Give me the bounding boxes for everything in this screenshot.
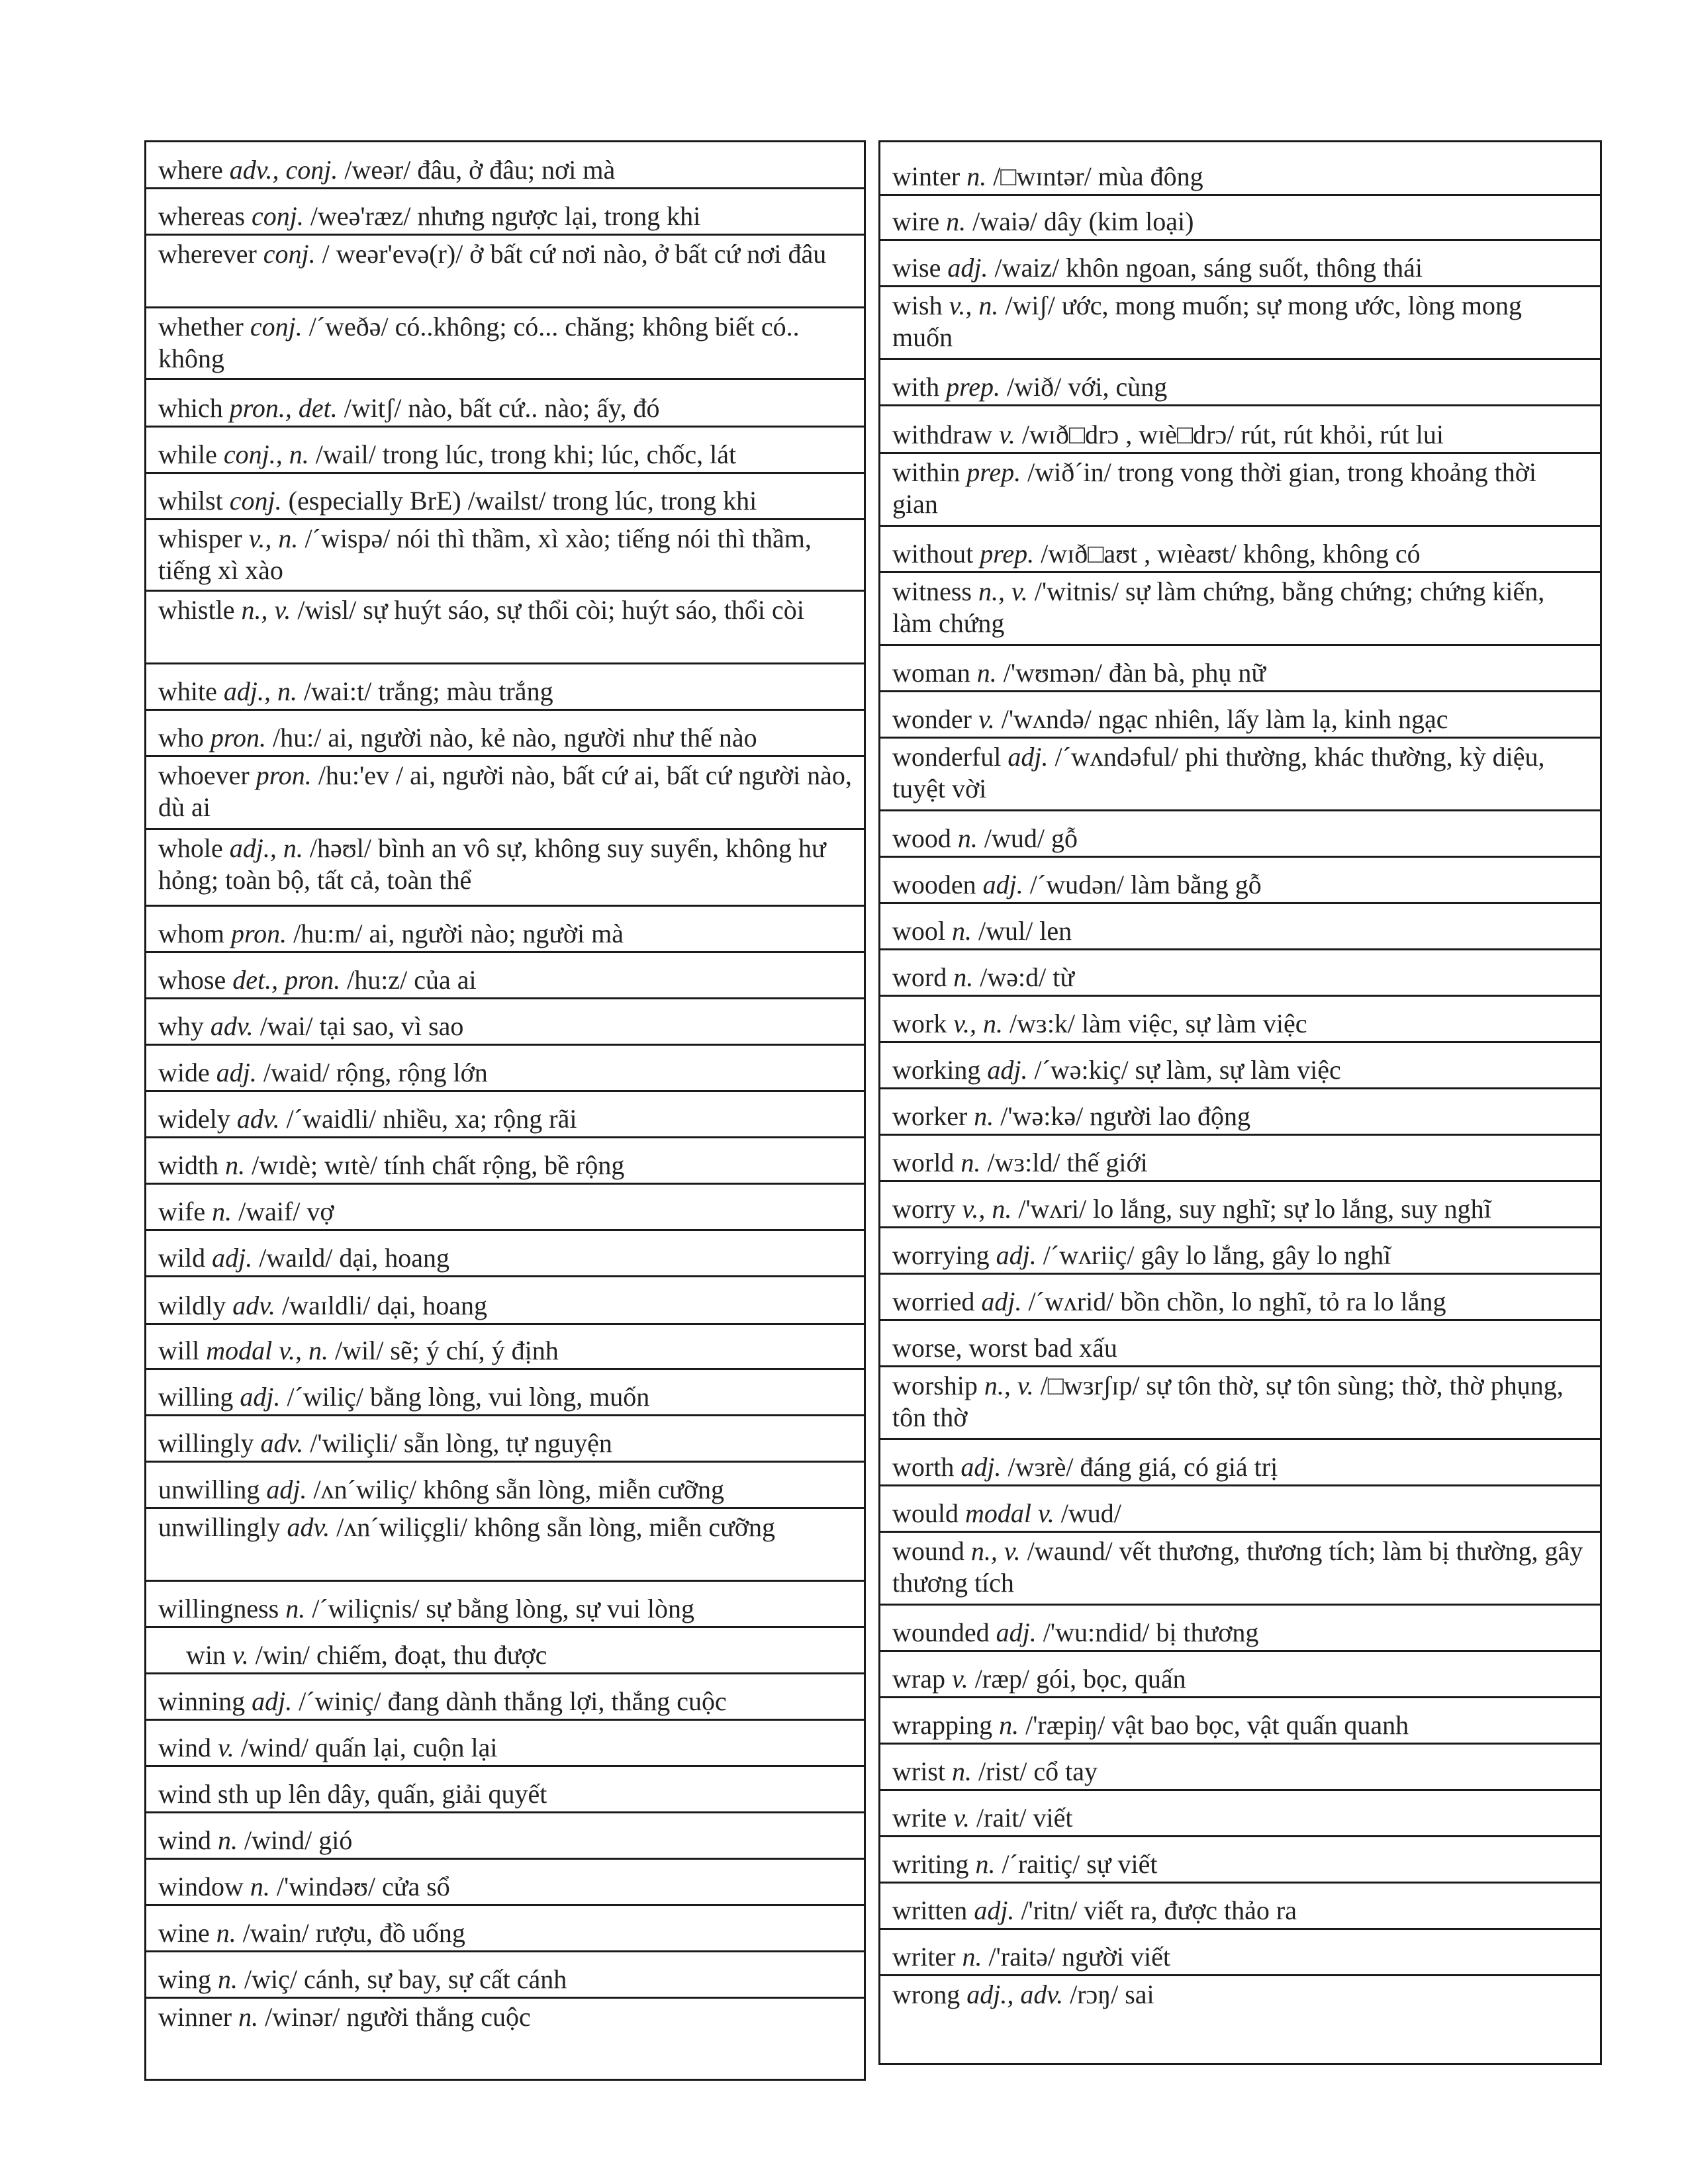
entry-part-of-speech: v. (978, 704, 995, 734)
entry-word: while (158, 439, 217, 469)
entry-definition: /waif/ vợ (238, 1197, 334, 1226)
vocab-entry (146, 518, 864, 590)
entry-definition: /wɪð□aʊt , wɪèaʊt/ không, không có (1041, 539, 1421, 569)
entry-part-of-speech: conj. (252, 201, 304, 231)
entry-word: widely (158, 1104, 230, 1134)
vocab-entry (880, 995, 1600, 1041)
entry-definition: /´waidli/ nhiều, xa; rộng rãi (286, 1104, 577, 1134)
entry-word: winter (892, 161, 961, 191)
entry-definition: /'wʊmən/ đàn bà, phụ nữ (1003, 658, 1266, 688)
entry-word: whistle (158, 595, 235, 625)
entry-word: withdraw (892, 420, 993, 449)
vocab-entry (880, 239, 1600, 285)
entry-part-of-speech: adj. (987, 1055, 1028, 1085)
vocab-entry (146, 1719, 864, 1765)
vocab-entry (146, 1672, 864, 1719)
entry-word: whose (158, 965, 226, 995)
entry-part-of-speech: adj., n. (223, 676, 297, 706)
entry-definition: /həʊl/ bình an vô sự, không suy suyển, không hư hỏng; toàn bộ, tất cả, toàn thể (158, 833, 826, 895)
entry-word: word (892, 962, 947, 992)
entry-word: willingly (158, 1428, 254, 1458)
vocab-entry (880, 1743, 1600, 1789)
vocab-entry (146, 1183, 864, 1229)
vocab-entry (880, 1484, 1600, 1531)
entry-word: wine (158, 1918, 210, 1948)
vocab-entry (880, 902, 1600, 948)
entry-part-of-speech: v. (232, 1640, 249, 1670)
entry-part-of-speech: adj. (982, 870, 1023, 899)
entry-part-of-speech: adv., conj. (229, 155, 338, 185)
entry-definition: /'windəʊ/ cửa sổ (276, 1872, 450, 1901)
entry-word: with (892, 372, 940, 402)
entry-definition: /´wudən/ làm bằng gỗ (1029, 870, 1262, 899)
vocab-entry (146, 1626, 864, 1672)
vocab-entry (146, 1858, 864, 1904)
entry-definition: /´wʌrid/ bồn chồn, lo nghĩ, tỏ ra lo lắng (1028, 1287, 1446, 1316)
entry-part-of-speech: n. (216, 1918, 236, 1948)
entry-definition: /´wispə/ nói thì thầm, xì xào; tiếng nói thì thầm, tiếng xì xào (158, 523, 812, 585)
entry-part-of-speech: adv. (210, 1011, 254, 1041)
entry-word: wood (892, 823, 951, 853)
vocab-entry (146, 1275, 864, 1323)
entry-word: worrying (892, 1240, 990, 1270)
entry-definition: /rist/ cổ tay (978, 1756, 1098, 1786)
vocab-entry (880, 1087, 1600, 1134)
vocab-entry (146, 1090, 864, 1136)
entry-word: wise (892, 253, 941, 283)
vocab-entry (146, 1044, 864, 1090)
entry-word: worried (892, 1287, 975, 1316)
entry-part-of-speech: conj. (229, 486, 282, 516)
entry-part-of-speech: adj. (996, 1617, 1037, 1647)
entry-word: wonder (892, 704, 972, 734)
entry-part-of-speech: det., pron. (232, 965, 341, 995)
entry-word: wound (892, 1536, 964, 1566)
left-vocabulary-column (144, 140, 866, 2081)
vocab-entry (880, 1180, 1600, 1226)
entry-definition: /´wiliç/ bằng lòng, vui lòng, muốn (287, 1382, 650, 1412)
entry-definition: /wə:d/ từ (980, 962, 1074, 992)
vocab-entry (880, 1226, 1600, 1273)
entry-definition: /´weðə/ có..không; có... chăng; không biết có.. không (158, 312, 800, 373)
entry-word: would (892, 1498, 959, 1528)
entry-definition: /ʌn´wiliç/ không sẵn lòng, miễn cưỡng (313, 1475, 724, 1504)
entry-part-of-speech: adv. (287, 1512, 330, 1542)
entry-word: witness (892, 576, 972, 606)
vocab-entry (880, 285, 1600, 358)
entry-part-of-speech: n., v. (978, 576, 1028, 606)
vocab-entry (880, 1789, 1600, 1835)
vocab-entry (146, 951, 864, 997)
vocab-entry (146, 1414, 864, 1461)
entry-part-of-speech: adj. (252, 1686, 293, 1716)
entry-definition: /´winiç/ đang dành thắng lợi, thắng cuộc (299, 1686, 727, 1716)
vocab-entry (880, 1531, 1600, 1604)
entry-definition: /´wiliçnis/ sự bằng lòng, sự vui lòng (312, 1594, 695, 1623)
entry-part-of-speech: pron. (256, 760, 312, 790)
entry-word: wool (892, 916, 945, 946)
entry-word: whereas (158, 201, 246, 231)
vocab-entry (146, 1507, 864, 1580)
entry-part-of-speech: adj. (996, 1240, 1037, 1270)
entry-definition: /□wɜrʃɪp/ sự tôn thờ, sự tôn sùng; thờ, thờ phụng, tôn thờ (892, 1371, 1564, 1432)
entry-definition: /wɜrè/ đáng giá, có giá trị (1008, 1452, 1278, 1482)
vocab-entry (146, 1765, 864, 1811)
entry-word: worse, worst bad xấu (892, 1333, 1117, 1363)
entry-definition: /'raitə/ người viết (988, 1942, 1170, 1972)
entry-part-of-speech: n. (218, 1825, 238, 1855)
entry-definition: /witʃ/ nào, bất cứ.. nào; ấy, đó (344, 393, 660, 423)
entry-word: wildly (158, 1291, 226, 1320)
entry-word: willing (158, 1382, 234, 1412)
vocab-entry (146, 306, 864, 378)
vocab-entry (146, 828, 864, 905)
entry-definition: /□wɪntər/ mùa đông (993, 161, 1203, 191)
entry-definition: /wɪð□drɔ , wɪè□drɔ/ rút, rút khỏi, rút lui (1021, 420, 1444, 449)
entry-definition: /'wu:ndid/ bị thương (1043, 1617, 1259, 1647)
vocab-entry (146, 1368, 864, 1414)
entry-part-of-speech: n. (962, 1942, 982, 1972)
entry-word: whether (158, 312, 244, 341)
entry-part-of-speech: adv. (236, 1104, 280, 1134)
entry-word: wing (158, 1964, 211, 1994)
entry-word: unwilling (158, 1475, 260, 1504)
entry-definition: /hu:m/ ai, người nào; người mà (293, 919, 624, 948)
entry-part-of-speech: n. (212, 1197, 232, 1226)
vocab-entry (880, 1604, 1600, 1650)
entry-definition: /wai:t/ trắng; màu trắng (304, 676, 553, 706)
entry-part-of-speech: adj. (961, 1452, 1002, 1482)
entry-word: where (158, 155, 223, 185)
entry-definition: /wɜ:k/ làm việc, sự làm việc (1009, 1009, 1307, 1038)
vocab-entry (880, 1650, 1600, 1696)
entry-part-of-speech: n. (225, 1150, 246, 1180)
entry-part-of-speech: prep. (980, 539, 1035, 569)
vocab-entry (880, 737, 1600, 809)
entry-word: wonderful (892, 742, 1002, 772)
entry-definition: /hu:z/ của ai (347, 965, 477, 995)
entry-word: world (892, 1148, 955, 1177)
entry-word: working (892, 1055, 981, 1085)
vocab-entry (880, 1365, 1600, 1438)
vocab-entry (880, 1438, 1600, 1484)
entry-part-of-speech: conj. (263, 239, 316, 269)
vocab-entry (880, 525, 1600, 571)
entry-definition: /waɪldli/ dại, hoang (282, 1291, 487, 1320)
entry-part-of-speech: n., v. (970, 1536, 1021, 1566)
vocab-entry (146, 234, 864, 306)
entry-part-of-speech: adj., adv. (966, 1979, 1064, 2009)
vocab-entry (880, 1319, 1600, 1365)
vocab-entry (146, 590, 864, 662)
entry-part-of-speech: n., v. (984, 1371, 1034, 1400)
vocab-entry (880, 1041, 1600, 1087)
vocab-entry (146, 1323, 864, 1368)
entry-part-of-speech: n. (952, 916, 972, 946)
vocab-entry (880, 1974, 1600, 2063)
entry-word: win (186, 1640, 226, 1670)
entry-part-of-speech: adj. (1008, 742, 1049, 772)
vocab-entry (880, 1696, 1600, 1743)
entry-part-of-speech: v. (218, 1733, 234, 1762)
vocab-entry (880, 1134, 1600, 1180)
entry-definition: /ræp/ gói, bọc, quấn (974, 1664, 1186, 1694)
vocab-entry (146, 1904, 864, 1950)
entry-part-of-speech: n. (285, 1594, 306, 1623)
vocab-entry (880, 644, 1600, 690)
entry-part-of-speech: adj. (981, 1287, 1022, 1316)
entry-part-of-speech: n. (953, 962, 974, 992)
entry-definition: /'ræpiŋ/ vật bao bọc, vật quấn quanh (1025, 1710, 1409, 1740)
vocab-entry (146, 905, 864, 951)
entry-part-of-speech: v., n. (248, 523, 299, 553)
entry-definition: /´raitiç/ sự viết (1002, 1849, 1158, 1879)
entry-word: winner (158, 2002, 232, 2032)
entry-word: wind (158, 1733, 218, 1762)
vocab-entry (880, 1835, 1600, 1882)
entry-word: wooden (892, 870, 976, 899)
entry-part-of-speech: v. (953, 1803, 970, 1833)
entry-definition: /'witnis/ sự làm chứng, bằng chứng; chứng kiến, làm chứng (892, 576, 1545, 638)
entry-part-of-speech: n. (946, 206, 966, 236)
vocab-entry (880, 571, 1600, 644)
entry-definition: /weə'ræz/ nhưng ngược lại, trong khi (310, 201, 701, 231)
vocab-entry (146, 1997, 864, 2079)
entry-word: written (892, 1895, 968, 1925)
entry-word: who (158, 723, 204, 752)
vocab-entry (880, 452, 1600, 525)
entry-part-of-speech: v., n. (949, 291, 999, 320)
entry-part-of-speech: adv. (260, 1428, 304, 1458)
entry-definition: /wud/ (1060, 1498, 1121, 1528)
vocab-entry (880, 1273, 1600, 1319)
entry-part-of-speech: adj. (212, 1243, 253, 1273)
vocab-entry (146, 1136, 864, 1183)
vocab-entry (880, 690, 1600, 737)
entry-definition: /'wʌri/ lo lắng, suy nghĩ; sự lo lắng, suy nghĩ (1018, 1194, 1491, 1224)
entry-part-of-speech: adj. (947, 253, 988, 283)
entry-definition: /hu:'ev / ai, người nào, bất cứ ai, bất cứ người nào, dù ai (158, 760, 852, 822)
vocab-entry (146, 755, 864, 828)
entry-part-of-speech: n. (250, 1872, 270, 1901)
entry-word: write (892, 1803, 947, 1833)
entry-definition: /wind/ gió (244, 1825, 353, 1855)
entry-word: wife (158, 1197, 206, 1226)
entry-definition: /wiʃ/ ước, mong muốn; sự mong ước, lòng mong muốn (892, 291, 1523, 352)
entry-word: worry (892, 1194, 956, 1224)
vocab-entry (146, 142, 864, 187)
entry-definition: /wið/ với, cùng (1006, 372, 1168, 402)
entry-part-of-speech: adj. (240, 1382, 281, 1412)
entry-definition: /'wʌndə/ ngạc nhiên, lấy làm lạ, kinh ngạc (1001, 704, 1448, 734)
vocab-entry (880, 194, 1600, 239)
entry-word: width (158, 1150, 219, 1180)
entry-word: wide (158, 1058, 210, 1087)
entry-part-of-speech: n. (975, 1849, 996, 1879)
vocab-entry (880, 404, 1600, 452)
entry-part-of-speech: modal v. (965, 1498, 1055, 1528)
entry-word: whom (158, 919, 224, 948)
vocab-entry (146, 426, 864, 472)
vocab-entry (880, 1882, 1600, 1928)
entry-word: worth (892, 1452, 955, 1482)
entry-word: whisper (158, 523, 242, 553)
entry-part-of-speech: n. (218, 1964, 238, 1994)
entry-word: writer (892, 1942, 956, 1972)
entry-word: whole (158, 833, 223, 863)
entry-definition: /ʌn´wiliçgli/ không sẵn lòng, miễn cưỡng (336, 1512, 776, 1542)
entry-part-of-speech: n. (966, 161, 987, 191)
entry-word: window (158, 1872, 244, 1901)
entry-part-of-speech: adj. (216, 1058, 257, 1087)
entry-definition: /wud/ gỗ (984, 823, 1078, 853)
entry-word: white (158, 676, 217, 706)
entry-part-of-speech: pron. (231, 919, 287, 948)
entry-word: wire (892, 206, 940, 236)
entry-word: wrist (892, 1756, 945, 1786)
entry-definition: /´wʌndəful/ phi thường, khác thường, kỳ diệu, tuyệt vời (892, 742, 1545, 803)
entry-word: whoever (158, 760, 250, 790)
entry-part-of-speech: v., n. (953, 1009, 1004, 1038)
entry-part-of-speech: n. (952, 1756, 972, 1786)
entry-definition: / weər'evə(r)/ ở bất cứ nơi nào, ở bất cứ nơi đâu (322, 239, 827, 269)
vocab-entry (880, 142, 1600, 194)
entry-part-of-speech: adj. (266, 1475, 307, 1504)
entry-definition: /wɪdè; wɪtè/ tính chất rộng, bề rộng (252, 1150, 625, 1180)
entry-definition: /wɜ:ld/ thế giới (987, 1148, 1148, 1177)
entry-part-of-speech: n. (974, 1101, 994, 1131)
entry-definition: /rɔŋ/ sai (1070, 1979, 1154, 2009)
entry-word: within (892, 457, 961, 487)
entry-part-of-speech: modal v., n. (206, 1336, 329, 1365)
entry-definition: /wisl/ sự huýt sáo, sự thổi còi; huýt sáo, thổi còi (297, 595, 804, 625)
vocab-entry (146, 1950, 864, 1997)
entry-word: work (892, 1009, 947, 1038)
vocab-entry (146, 187, 864, 234)
vocab-entry (880, 358, 1600, 404)
entry-part-of-speech: n. (999, 1710, 1019, 1740)
vocab-entry (146, 662, 864, 709)
vocab-entry (880, 948, 1600, 995)
entry-part-of-speech: v. (951, 1664, 968, 1694)
entry-word: wrap (892, 1664, 945, 1694)
entry-definition: /rait/ viết (976, 1803, 1073, 1833)
entry-definition: /waund/ vết thương, thương tích; làm bị thường, gây thương tích (892, 1536, 1583, 1598)
entry-definition: /´wʌriiç/ gây lo lắng, gây lo nghĩ (1043, 1240, 1391, 1270)
vocab-entry (146, 1461, 864, 1507)
entry-definition: /wai/ tại sao, vì sao (259, 1011, 464, 1041)
vocab-entry (146, 1811, 864, 1858)
entry-definition: /wið´in/ trong vong thời gian, trong khoảng thời gian (892, 457, 1536, 519)
entry-definition: /waid/ rộng, rộng lớn (263, 1058, 488, 1087)
entry-definition: /wul/ len (978, 916, 1072, 946)
entry-word: wind (158, 1825, 218, 1855)
entry-definition: /waiə/ dây (kim loại) (972, 206, 1194, 236)
vocab-entry (880, 1928, 1600, 1974)
entry-part-of-speech: pron. (210, 723, 266, 752)
entry-definition: /'ritn/ viết ra, được thảo ra (1021, 1895, 1297, 1925)
entry-word: unwillingly (158, 1512, 281, 1542)
vocab-entry (146, 472, 864, 518)
entry-word: which (158, 393, 223, 423)
entry-definition: /win/ chiếm, đoạt, thu được (255, 1640, 547, 1670)
entry-word: worker (892, 1101, 968, 1131)
entry-part-of-speech: n., v. (241, 595, 291, 625)
entry-word: winning (158, 1686, 246, 1716)
entry-word: wrapping (892, 1710, 993, 1740)
entry-word: willingness (158, 1594, 279, 1623)
entry-part-of-speech: conj. (250, 312, 303, 341)
entry-part-of-speech: v., n. (962, 1194, 1012, 1224)
entry-definition: /waɪld/ dại, hoang (259, 1243, 449, 1273)
entry-definition: /wain/ rượu, đồ uống (242, 1918, 465, 1948)
entry-word: woman (892, 658, 970, 688)
entry-word: wish (892, 291, 943, 320)
entry-definition: /'wiliçli/ sẵn lòng, tự nguyện (310, 1428, 612, 1458)
entry-definition: (especially BrE) /wailst/ trong lúc, trong khi (288, 486, 757, 516)
entry-word: wrong (892, 1979, 961, 2009)
vocab-entry (880, 809, 1600, 856)
entry-part-of-speech: n. (961, 1148, 981, 1177)
entry-part-of-speech: prep. (966, 457, 1021, 487)
vocab-entry (146, 1580, 864, 1626)
entry-word: whilst (158, 486, 223, 516)
entry-definition: /wiç/ cánh, sự bay, sự cất cánh (244, 1964, 567, 1994)
entry-word: will (158, 1336, 200, 1365)
entry-word: wind sth up lên dây, quấn, giải quyết (158, 1779, 547, 1809)
entry-part-of-speech: adj., n. (229, 833, 303, 863)
entry-word: writing (892, 1849, 969, 1879)
entry-word: without (892, 539, 974, 569)
entry-part-of-speech: adv. (232, 1291, 276, 1320)
entry-part-of-speech: v. (999, 420, 1015, 449)
entry-word: wild (158, 1243, 206, 1273)
vocab-entry (880, 856, 1600, 902)
entry-definition: /´wə:kiç/ sự làm, sự làm việc (1034, 1055, 1341, 1085)
vocab-entry (146, 709, 864, 755)
entry-definition: /wind/ quấn lại, cuộn lại (240, 1733, 498, 1762)
entry-definition: /hu:/ ai, người nào, kẻ nào, người như thế nào (272, 723, 757, 752)
entry-word: worship (892, 1371, 978, 1400)
vocab-entry (146, 997, 864, 1044)
entry-part-of-speech: n. (976, 658, 997, 688)
entry-definition: /winər/ người thắng cuộc (265, 2002, 531, 2032)
entry-part-of-speech: pron., det. (229, 393, 338, 423)
entry-part-of-speech: n. (238, 2002, 259, 2032)
vocab-entry (146, 378, 864, 426)
entry-definition: /wil/ sẽ; ý chí, ý định (335, 1336, 559, 1365)
entry-part-of-speech: n. (957, 823, 978, 853)
entry-definition: /weər/ đâu, ở đâu; nơi mà (344, 155, 616, 185)
entry-definition: /waiz/ khôn ngoan, sáng suốt, thông thái (994, 253, 1423, 283)
entry-word: wherever (158, 239, 257, 269)
entry-definition: /'wə:kə/ người lao động (1000, 1101, 1251, 1131)
entry-definition: /wail/ trong lúc, trong khi; lúc, chốc, lát (315, 439, 737, 469)
entry-part-of-speech: conj., n. (223, 439, 309, 469)
vocab-entry (146, 1229, 864, 1275)
entry-word: why (158, 1011, 204, 1041)
entry-part-of-speech: prep. (946, 372, 1000, 402)
entry-word: wounded (892, 1617, 990, 1647)
right-vocabulary-column (878, 140, 1602, 2065)
entry-part-of-speech: adj. (974, 1895, 1015, 1925)
